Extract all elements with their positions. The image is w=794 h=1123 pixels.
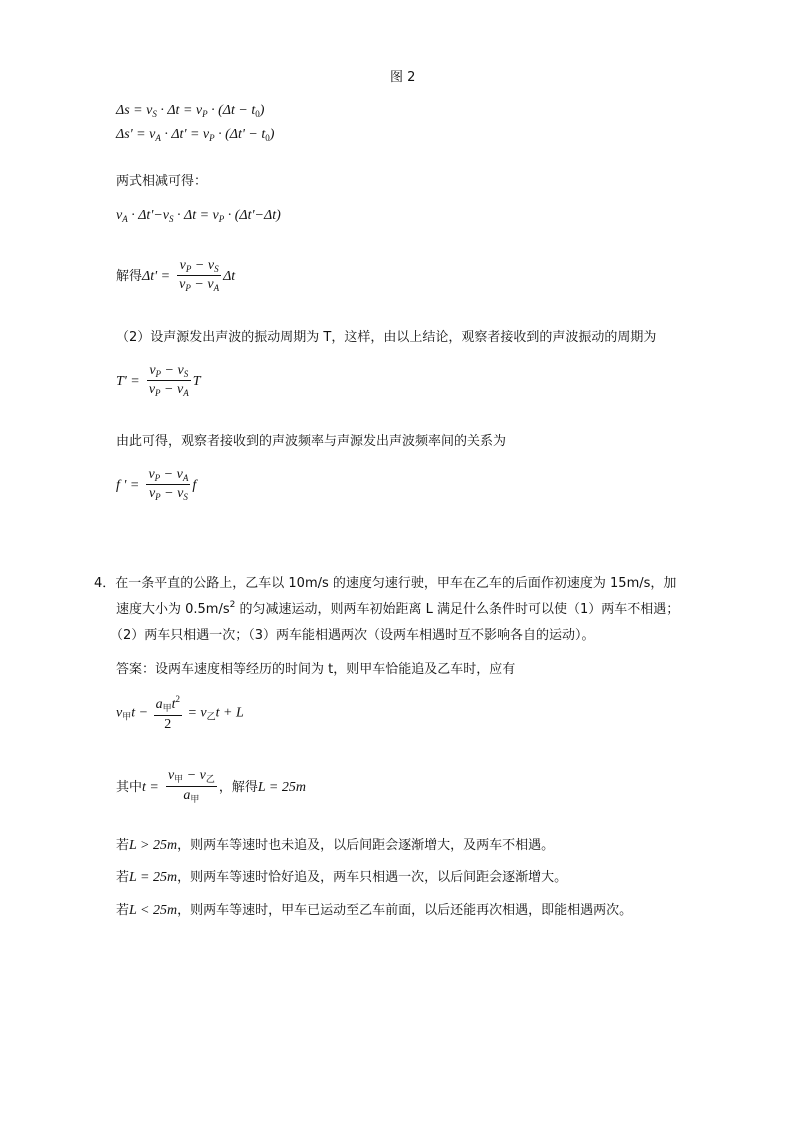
eq-term: − v: [183, 768, 206, 783]
eq-term: Δs': [116, 127, 133, 142]
eq-term: v: [148, 382, 156, 397]
eq-subscript: 乙: [205, 774, 215, 784]
fraction-denominator: [166, 786, 217, 805]
fraction: [154, 694, 182, 733]
eq-subscript: 甲: [190, 794, 200, 804]
eq-term: L = 25m: [257, 780, 306, 795]
eq-subscript: S: [183, 492, 188, 502]
equation-solution: [116, 258, 235, 293]
eq-term: v: [195, 103, 203, 118]
eq-term: Δs: [116, 103, 130, 118]
eq-subscript: S: [168, 214, 174, 224]
eq-term: Δt': [171, 127, 187, 142]
eq-subscript: P: [155, 369, 162, 379]
eq-subscript: 0: [265, 133, 270, 143]
fraction-numerator: [177, 258, 221, 275]
q4-line1: 4．在一条平直的公路上，乙车以 10m/s 的速度匀速行驶，甲车在乙车的后面作初速度为 15m/s，加: [94, 576, 677, 591]
case-math: L = 25m: [129, 870, 178, 885]
case-line: [116, 866, 567, 886]
q4-line2-text: 的匀减速运动，则两车初始距离 L 满足什么条件时可以使（1）两车不相遇；: [235, 602, 680, 617]
eq-term: (Δt' − t: [225, 127, 266, 142]
case-prefix: 若: [116, 903, 130, 918]
case-prefix: 若: [116, 870, 130, 885]
eq-term: − v: [161, 363, 184, 378]
eq-subscript: A: [122, 214, 128, 224]
eq-term: − v: [191, 258, 215, 273]
eq-term: ): [259, 103, 265, 118]
fraction-denominator: [177, 275, 221, 293]
eq-subscript: A: [213, 283, 220, 293]
eq-subscript: 甲: [162, 703, 172, 713]
eq5-prefix: 其中: [116, 780, 143, 795]
case-line: [116, 899, 632, 919]
fraction-denominator: [146, 484, 190, 502]
fraction-denominator: 2: [154, 715, 182, 733]
eq-subscript: 甲: [122, 711, 132, 722]
q4-answer: 答案：设两车速度相等经历的时间为 t，则甲车恰能追及乙车时，应有: [116, 662, 516, 677]
eq-subscript: S: [152, 109, 157, 119]
eq-term: a: [155, 697, 163, 712]
eq5-mid: ，解得: [218, 780, 258, 795]
eq-term: T: [192, 374, 201, 389]
case-math: L > 25m: [129, 838, 178, 853]
case-text: ，则两车等速时恰好追及，两车只相遇一次，以后间距会逐渐增大。: [177, 870, 568, 885]
eq-term: (Δt'−Δt): [234, 208, 281, 223]
fraction-numerator: [154, 694, 182, 715]
eq-term: ): [269, 127, 275, 142]
eq-subscript: P: [209, 133, 215, 143]
eq-term: v: [149, 127, 156, 142]
eq-term: t =: [142, 780, 159, 795]
fraction: [146, 467, 190, 502]
q4-line2-text: 速度大小为 0.5m/s: [116, 602, 230, 617]
fraction-numerator: [166, 768, 217, 786]
eq-subscript: 甲: [174, 774, 184, 784]
case-text: ，则两车等速时也未追及，以后间距会逐渐增大，及两车不相遇。: [177, 838, 555, 853]
eq-superscript: 2: [175, 694, 180, 704]
relation-text: 由此可得，观察者接收到的声波频率与声源发出声波频率间的关系为: [116, 434, 507, 449]
eq-term: Δt' =: [142, 269, 171, 284]
eq-subscript: P: [218, 214, 225, 224]
eq-term: a: [183, 788, 191, 803]
eq-term: v: [116, 208, 123, 223]
equation-meet: [116, 694, 244, 733]
equation-time: [116, 768, 306, 805]
eq-term: t + L: [215, 705, 244, 721]
eq-subscript: 乙: [206, 711, 216, 722]
eq-term: Δt = v: [183, 208, 219, 223]
eq-term: − v: [160, 382, 184, 397]
eq-term: − v: [190, 277, 214, 292]
eq-term: = v: [187, 705, 207, 721]
eq-term: v: [179, 277, 186, 292]
equation-delta-s: $\Delta s = v_S \cdot \Delta t = v_P \cdot (\Delta t - t_0)$: [116, 103, 265, 119]
eq-subscript: S: [214, 264, 219, 274]
eq-term: Δt'−v: [138, 208, 169, 223]
eq-subscript: 0: [255, 109, 260, 119]
eq-term: v: [149, 363, 156, 378]
q4-superscript: 2: [229, 600, 236, 610]
equation-delta-s-prime: $\Delta s' = v_A \cdot \Delta t' = v_P \cdot (\Delta t' - t_0)$: [116, 127, 275, 143]
eq-term: v: [167, 768, 175, 783]
eq-term: v: [202, 127, 210, 142]
case-math: L < 25m: [129, 903, 178, 918]
fraction: [177, 258, 221, 293]
case-text: ，则两车等速时，甲车已运动至乙车前面，以后还能再次相遇，即能相遇两次。: [177, 903, 633, 918]
q4-line3: （2）两车只相遇一次；（3）两车能相遇两次（设两车相遇时互不影响各自的运动）。: [110, 628, 595, 643]
q4-line2: [116, 598, 679, 617]
eq-term: t −: [131, 705, 149, 721]
equation-period: [116, 363, 201, 398]
eq-term: v: [146, 103, 153, 118]
equation-difference: $v_A \cdot \Delta t'-v_S \cdot \Delta t = v_P \cdot (\Delta t'-\Delta t)$: [116, 208, 281, 224]
subtract-text: 两式相减可得：: [116, 174, 208, 189]
eq-term: (Δt − t: [218, 103, 256, 118]
eq-subscript: P: [155, 492, 161, 502]
case-prefix: 若: [116, 838, 130, 853]
eq-subscript: A: [183, 388, 189, 398]
eq-term: T' =: [116, 374, 140, 389]
eq-subscript: A: [182, 473, 189, 483]
fraction-numerator: [146, 467, 190, 484]
fraction: [147, 363, 191, 398]
eq-subscript: P: [185, 264, 192, 274]
eq-term: f: [192, 478, 197, 493]
fraction-denominator: [147, 380, 191, 398]
eq-term: f ' =: [116, 478, 140, 493]
eq-term: − v: [160, 467, 183, 482]
eq-term: v: [116, 705, 123, 721]
eq-term: t: [171, 697, 176, 712]
part2-text: （2）设声源发出声波的振动周期为 T，这样，由以上结论，观察者接收到的声波振动的周期为: [116, 330, 657, 345]
case-line: [116, 834, 554, 854]
eq-term: − v: [160, 486, 184, 501]
eq-term: v: [179, 258, 186, 273]
solution-prefix: 解得: [116, 269, 143, 284]
figure-caption: 图 2: [390, 70, 416, 85]
eq-term: Δt: [167, 103, 180, 118]
eq-subscript: P: [202, 109, 208, 119]
eq-subscript: P: [155, 388, 161, 398]
eq-subscript: S: [183, 369, 189, 379]
eq-subscript: P: [154, 473, 161, 483]
eq-subscript: P: [185, 283, 191, 293]
eq-term: v: [148, 467, 155, 482]
fraction: [166, 768, 217, 805]
fraction-numerator: [147, 363, 191, 380]
eq-term: Δt: [223, 269, 236, 284]
eq-subscript: A: [155, 133, 161, 143]
equation-frequency: [116, 467, 196, 502]
eq-term: v: [148, 486, 156, 501]
